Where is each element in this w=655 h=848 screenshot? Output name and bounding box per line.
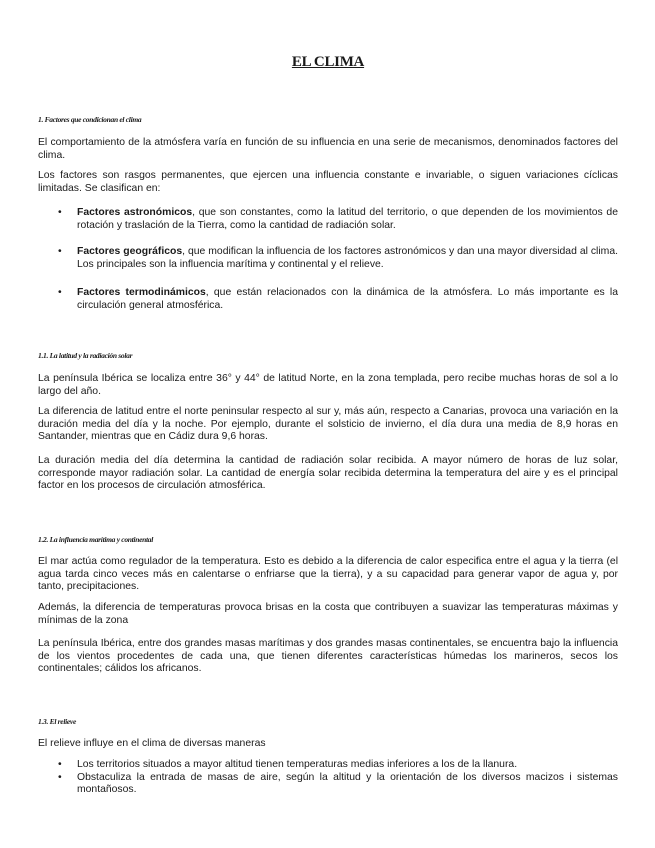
section-1-1-heading: 1.1. La latitud y la radiación solar bbox=[38, 351, 133, 360]
bullet-dot: • bbox=[58, 246, 62, 257]
section-1-bullet-list bbox=[38, 207, 618, 232]
bullet-text: , que son constantes, como la latitud del territorio, o que dependen de los movimientos de rotación y traslación de la Tierra, como la cantidad de radiación solar. bbox=[77, 207, 618, 231]
bullet-item bbox=[38, 772, 618, 797]
bullet-term: Factores geográficos bbox=[77, 246, 183, 257]
section-1-paragraph-1: El comportamiento de la atmósfera varía en función de su influencia en una serie de mecanismos, denominados factores del clima. bbox=[38, 137, 618, 161]
bullet-dot: • bbox=[58, 771, 62, 783]
section-1-heading: 1. Factores que condicionan el clima bbox=[38, 115, 142, 124]
section-1-3-paragraph-1: El relieve influye en el clima de diversas maneras bbox=[38, 738, 266, 749]
bullet-dot: • bbox=[58, 207, 62, 218]
bullet-item bbox=[38, 246, 618, 271]
section-1-paragraph-2: Los factores son rasgos permanentes, que ejercen una influencia constante e invariable, o siguen variaciones cíclicas limitadas. Se clasifican en: bbox=[38, 170, 618, 194]
section-1-2-paragraph-3: La península Ibérica, entre dos grandes masas marítimas y dos grandes masas continentales, se encuentra bajo la influencia de los vientos procedentes de cada una, que tienen diferentes características húmedas los marineros, secos los continentales; cálidos los africanos. bbox=[38, 638, 618, 675]
bullet-dot: • bbox=[58, 287, 62, 298]
bullet-item bbox=[38, 759, 618, 772]
section-1-2-paragraph-1: El mar actúa como regulador de la temperatura. Esto es debido a la diferencia de calor especifica entre el agua y la tierra (el agua tarda cinco veces más en calentarse o enfriarse que la tierra), y a su capacidad para generar vapor de agua y, por tanto, precipitaciones. bbox=[38, 556, 618, 593]
section-1-1-paragraph-1: La península Ibérica se localiza entre 36° y 44° de latitud Norte, en la zona templada, pero recibe muchas horas de sol a lo largo del año. bbox=[38, 373, 618, 397]
bullet-text: Los territorios situados a mayor altitud tienen temperaturas medias inferiores a los de la llanura. bbox=[77, 759, 518, 770]
section-1-3-heading: 1.3. El relieve bbox=[38, 717, 76, 726]
section-1-bullet-list bbox=[38, 287, 618, 312]
bullet-item bbox=[38, 287, 618, 312]
bullet-term: Factores astronómicos bbox=[77, 207, 193, 218]
section-1-bullet-list bbox=[38, 246, 618, 271]
bullet-text: Obstaculiza la entrada de masas de aire, según la altitud y la orientación de los diversos macizos i sistemas montañosos. bbox=[77, 771, 618, 796]
document-title: EL CLIMA bbox=[291, 54, 365, 70]
section-1-3-bullet-list bbox=[38, 759, 618, 797]
section-1-1-paragraph-3: La duración media del día determina la cantidad de radiación solar recibida. A mayor número de horas de luz solar, corresponde mayor radiación solar. La cantidad de energía solar recibida determina la temperatura del aire y es el principal factor en los procesos de circulación atmosférica. bbox=[38, 455, 618, 492]
bullet-dot: • bbox=[58, 759, 62, 770]
bullet-text: , que modifican la influencia de los factores astronómicos y dan una mayor diversidad al clima. Los principales son la influencia marítima y continental y el relieve. bbox=[77, 246, 618, 270]
section-1-2-heading: 1.2. La influencia marítima y continental bbox=[38, 535, 153, 544]
bullet-text: , que están relacionados con la dinámica de la atmósfera. Lo más importante es la circulación general atmosférica. bbox=[77, 287, 618, 311]
section-1-1-paragraph-2: La diferencia de latitud entre el norte peninsular respecto al sur y, más aún, respecto a Canarias, provoca una variación en la duración media del día y la noche. Por ejemplo, durante el solsticio de invierno, el día dura una media de 8,9 horas en Santander, mientras que en Cádiz dura 9,6 horas. bbox=[38, 406, 618, 443]
bullet-term: Factores termodinámicos bbox=[77, 287, 206, 298]
bullet-item bbox=[38, 207, 618, 232]
section-1-2-paragraph-2: Además, la diferencia de temperaturas provoca brisas en la costa que contribuyen a suavizar las temperaturas máximas y mínimas de la zona bbox=[38, 602, 618, 626]
